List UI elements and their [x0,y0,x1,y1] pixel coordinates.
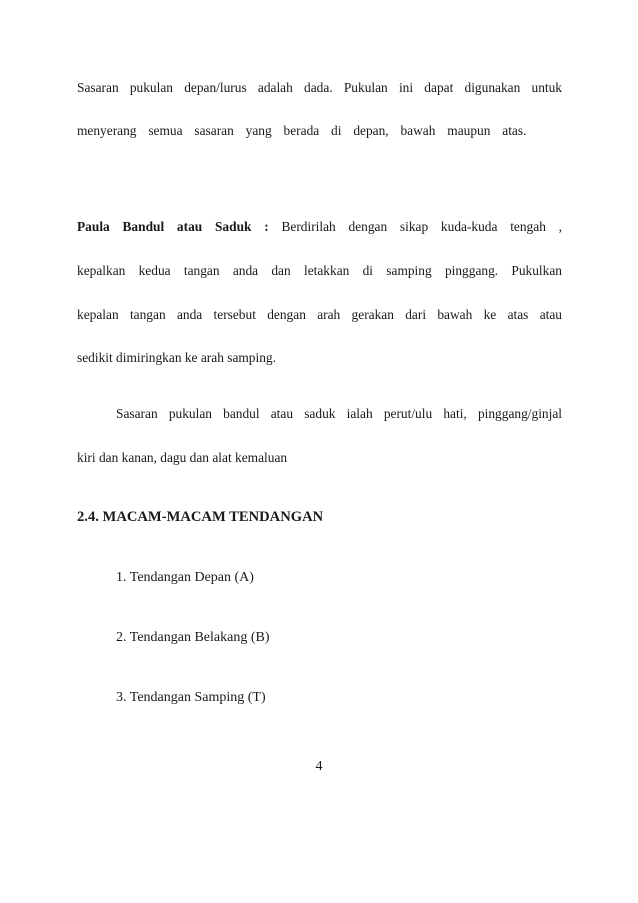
paragraph-2-line-3: kepalan tangan anda tersebut dengan arah gerakan dari bawah ke atas atau [77,307,562,322]
section-heading: 2.4. MACAM-MACAM TENDANGAN [77,509,324,525]
paragraph-1-line-2: menyerang semua sasaran yang berada di depan, bawah maupun atas. [77,123,527,138]
paragraph-3-line-2: kiri dan kanan, dagu dan alat kemaluan [77,450,288,465]
paragraph-3-line-1: Sasaran pukulan bandul atau saduk ialah perut/ulu hati, pinggang/ginjal [116,406,562,421]
paragraph-2-line-1 [77,219,562,235]
page-number: 4 [315,759,323,774]
term-paula-bandul: Paula Bandul atau Saduk : [77,219,269,234]
paragraph-2-line-2: kepalkan kedua tangan anda dan letakkan di samping pinggang. Pukulkan [77,263,562,278]
list-item: 3. Tendangan Samping (T) [116,690,266,705]
list-item: 2. Tendangan Belakang (B) [116,630,270,645]
paragraph-2-line-4: sedikit dimiringkan ke arah samping. [77,350,276,365]
paragraph-1-line-1: Sasaran pukulan depan/lurus adalah dada. Pukulan ini dapat digunakan untuk [77,80,562,95]
list-item: 1. Tendangan Depan (A) [116,570,254,585]
paragraph-2-line-1-text: Berdirilah dengan sikap kuda-kuda tengah , [281,219,562,234]
